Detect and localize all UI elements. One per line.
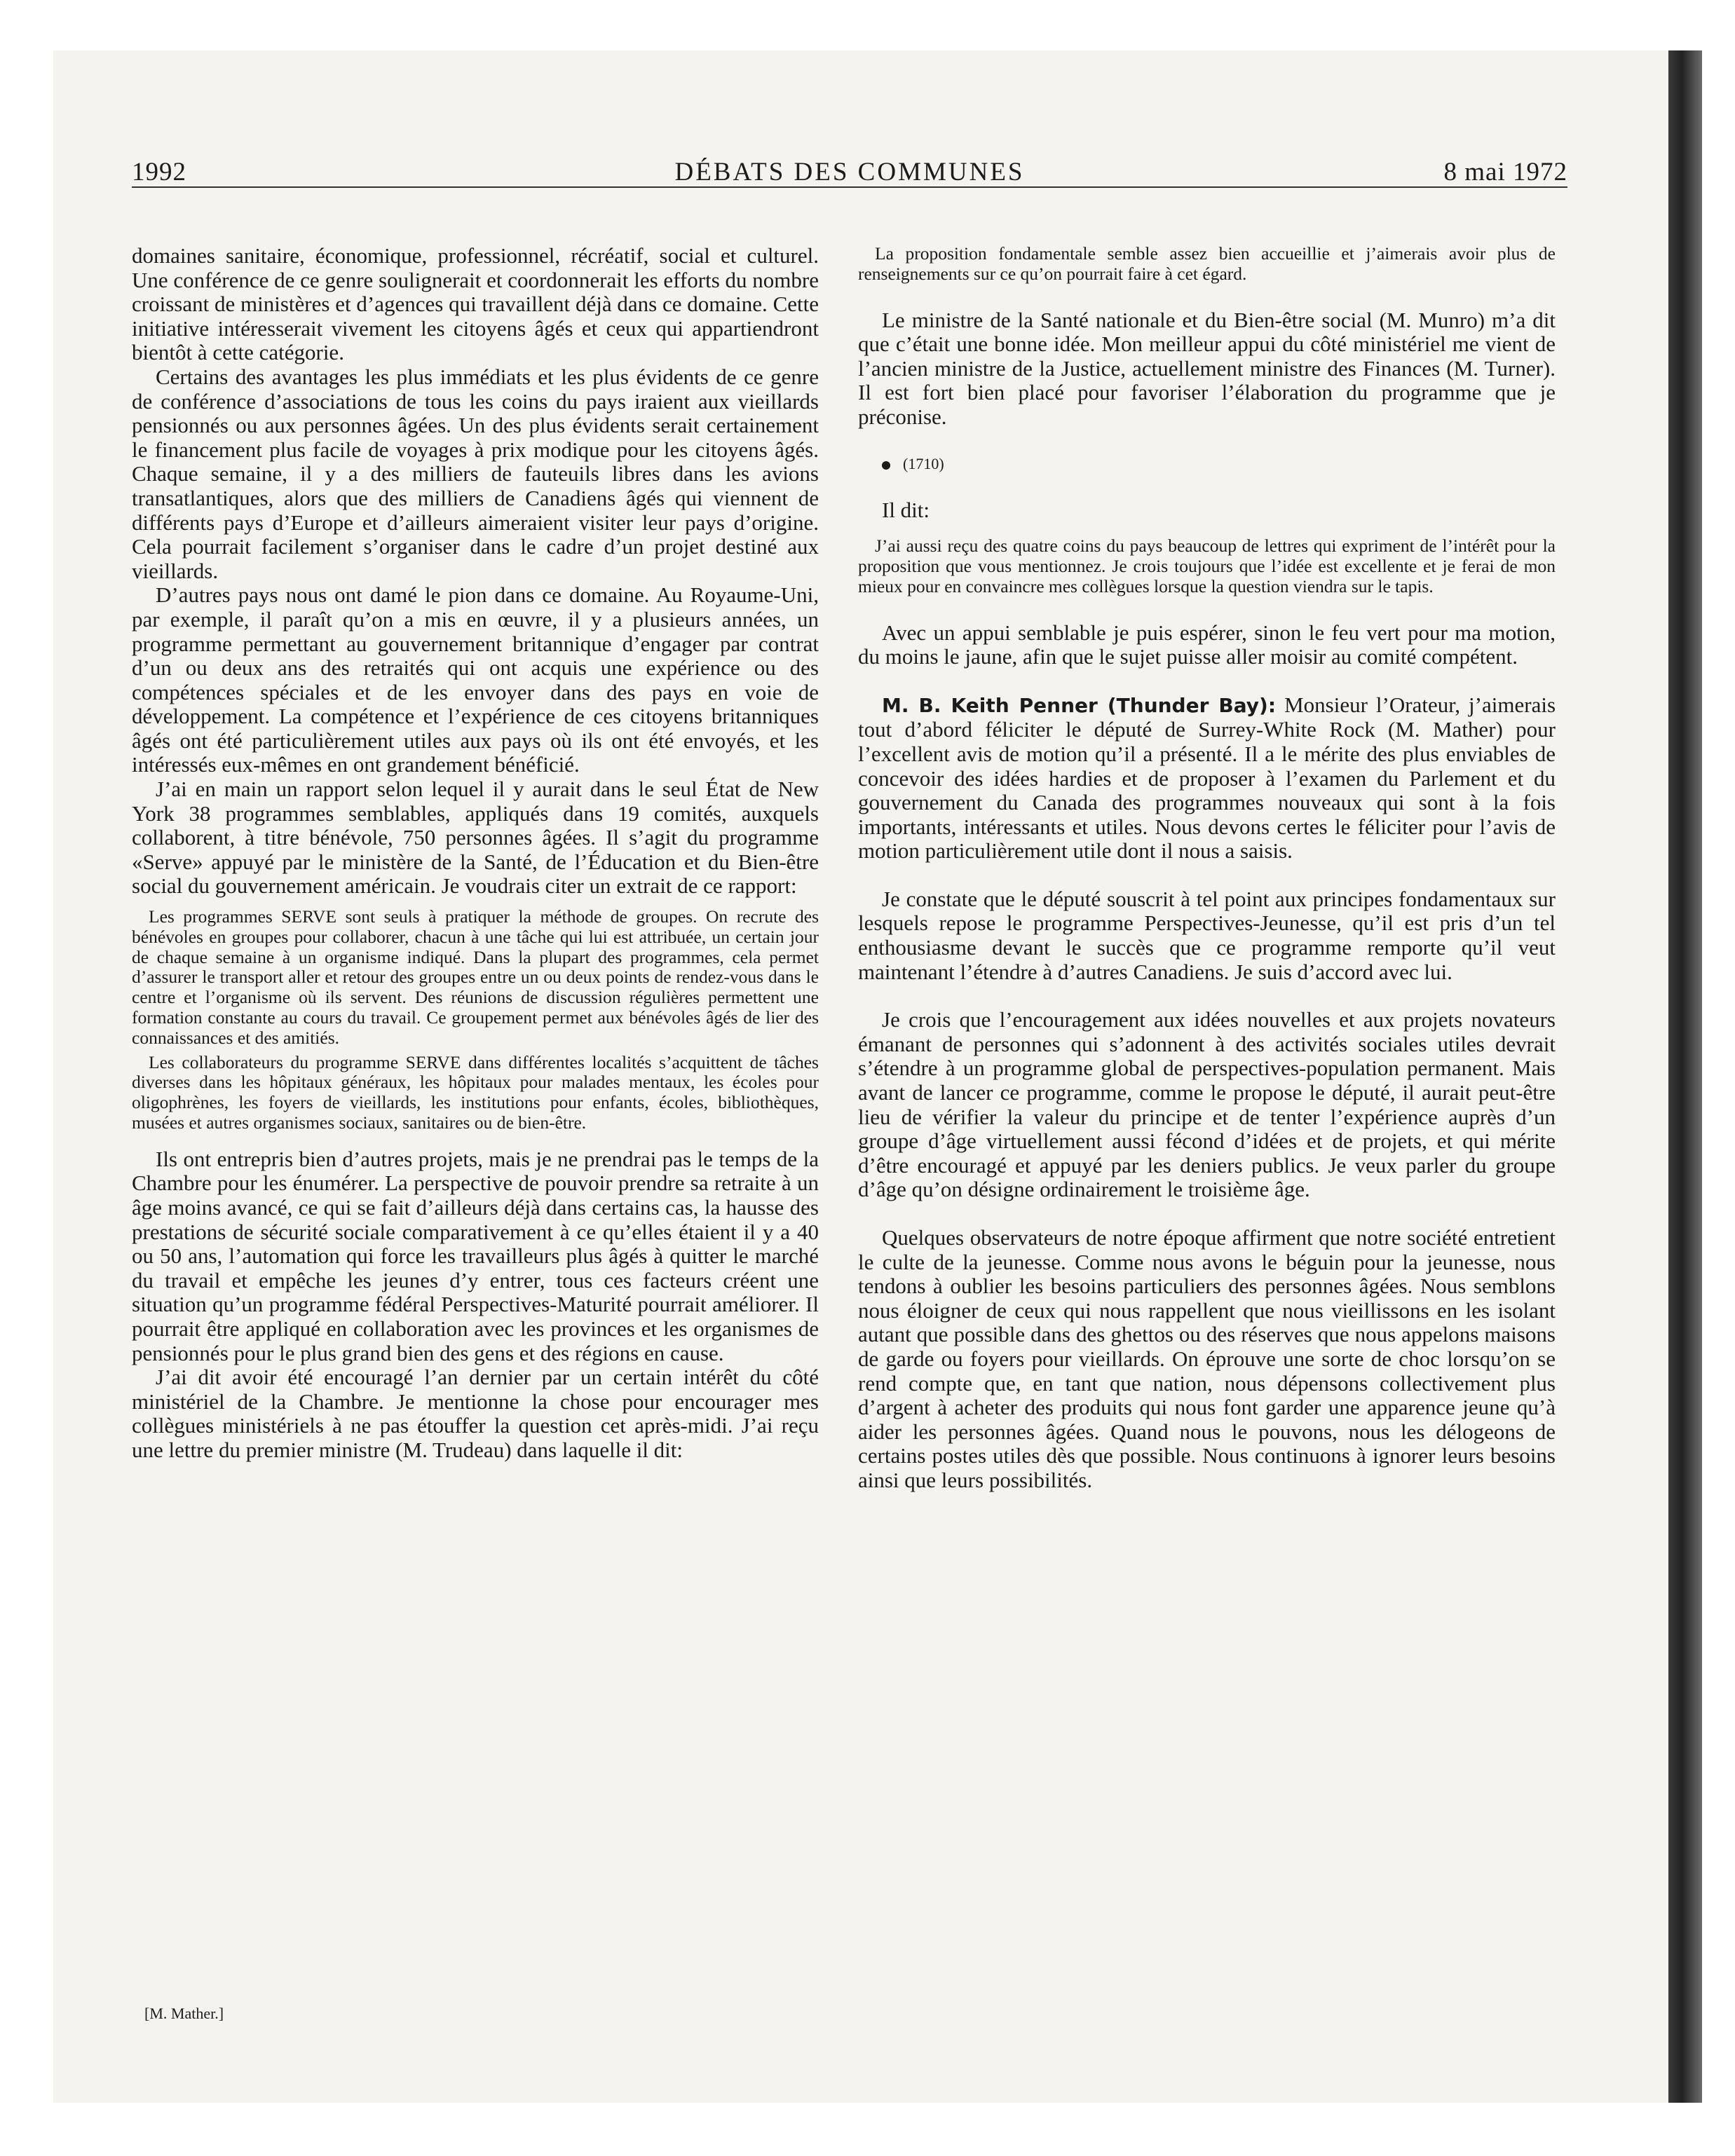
quoted-passage: Les programmes SERVE sont seuls à pratiquer la méthode de groupes. On recrute des bénévoles en groupes pour collaborer, chacun à une tâche qui lui est attribuée, un certain jour de chaque semaine à un organisme indiqué. Dans la plupart des programmes, cela permet d’assurer le transport aller et retour des groupes entre un ou deux points de rendez-vous dans le centre et l’organisme où ils servent. Des réunions de discussion régulières permettent une formation constante au cours du travail. Ce groupement permet aux bénévoles âgés de lier des connaissances et des amitiés. [132,906,819,1048]
header-rule [132,186,1567,188]
paragraph: Ils ont entrepris bien d’autres projets, mais je ne prendrai pas le temps de la Chambre pour les énumérer. La perspective de pouvoir prendre sa retraite à un âge moins avancé, ce qui se fait d’ailleurs déjà dans certains cas, la hausse des prestations de sécurité sociale comparativement à ce qu’elles étaient il y a 40 ou 50 ans, l’automation qui force les travailleurs plus âgés à quitter le marché du travail et empêche les jeunes d’y entrer, tous ces facteurs créent une situation qu’un programme fédéral Perspectives-Maturité pourrait améliorer. Il pourrait être appliqué en collaboration avec les provinces et les organismes de pensionnés pour le plus grand bien des gens et des régions en cause. [132,1146,819,1365]
paragraph: Avec un appui semblable je puis espérer, sinon le feu vert pour ma motion, du moins le jaune, afin que le sujet puisse aller moisir au comité compétent. [858,620,1556,669]
paragraph: Le ministre de la Santé nationale et du Bien-être social (M. Munro) m’a dit que c’était une bonne idée. Mon meilleur appui du côté ministériel me vient de l’ancien ministre de la Justice, actuellement ministre des Finances (M. Turner). Il est fort bien placé pour favoriser l’élaboration du programme que je préconise. [858,307,1556,429]
right-column [858,244,1556,1493]
paragraph: J’ai dit avoir été encouragé l’an dernier par un certain intérêt du côté ministériel de la Chambre. Je mentionne la chose pour encourager mes collègues ministériels à ne pas étouffer la question cet après-midi. J’ai reçu une lettre du premier ministre (M. Trudeau) dans laquelle il dit: [132,1365,819,1462]
paragraph: Certains des avantages les plus immédiats et les plus évidents de ce genre de conférence d’associations de tous les coins du pays iraient aux vieillards pensionnés ou aux personnes âgées. Un des plus évidents serait certainement le financement plus facile de voyages à prix modique pour les citoyens âgés. Chaque semaine, il y a des milliers de fauteuils libres dans les avions transatlantiques, alors que des milliers de Canadiens âgés qui viennent de différents pays d’Europe et d’ailleurs aimeraient visiter leur pays d’origine. Cela pourrait facilement s’organiser dans le cadre d’un projet destiné aux vieillards. [132,364,819,583]
time-marker-text: (1710) [903,454,944,472]
speech-text: Monsieur l’Orateur, j’aimerais tout d’abord féliciter le député de Surrey-White Rock (M. Mather) pour l’excellent avis de motion qu’il a présenté. Il a le mérite des plus enviables de concevoir des idées hardies et de proposer à l’examen du Parlement et du gouvernement du Canada des programmes nouveaux qui sont à la fois importants, intéressants et utiles. Nous devons certes le féliciter pour l’avis de motion particulièrement utile dont il nous a saisis. [858,692,1556,864]
publication-title: DÉBATS DES COMMUNES [674,158,1025,186]
left-column [132,244,819,1463]
quoted-passage: J’ai aussi reçu des quatre coins du pays beaucoup de lettres qui expriment de l’intérêt pour la proposition que vous mentionnez. Je crois toujours que l’idée est excellente et je ferai de mon mieux pour en convaincre mes collègues lorsque la question viendra sur le tapis. [858,535,1556,596]
page-binding-edge [1668,50,1702,2103]
paragraph: Je crois que l’encouragement aux idées nouvelles et aux projets novateurs émanant de personnes qui s’adonnent à des activités sociales utiles devrait s’étendre à un programme global de perspectives-population permanent. Mais avant de lancer ce programme, comme le propose le député, il aurait peut-être lieu de vérifier la valeur du principe et de tenter l’expérience auprès d’un groupe d’âge virtuellement aussi fécond d’idées et de projets, et qui mérite d’être encouragé et appuyé par les deniers publics. Je veux parler du groupe d’âge qu’on désigne ordinairement le troisième âge. [858,1007,1556,1202]
session-date: 8 mai 1972 [1443,158,1567,186]
paragraph: Quelques observateurs de notre époque affirment que notre société entretient le culte de la jeunesse. Comme nous avons le béguin pour la jeunesse, nous tendons à oublier les besoins particuliers des personnes âgées. Nous semblons nous éloigner de ceux qui nous rappellent que nous vieillissons en les isolant autant que possible dans des ghettos ou des réserves que nous appelons maisons de garde ou foyers pour vieillards. On éprouve une sorte de choc lorsqu’on se rend compte que, en tant que nation, nous dépensons collectivement plus d’argent à acheter des produits qui nous font garder une apparence jeune qu’à aider les personnes âgées. Quand nous le pouvons, nous les délogeons de certains postes utiles dès que possible. Nous continuons à ignorer leurs besoins ainsi que leurs possibilités. [858,1225,1556,1492]
quoted-passage: La proposition fondamentale semble assez bien accueillie et j’aimerais avoir plus de renseignements sur ce qu’on pourrait faire à cet égard. [858,243,1556,284]
speaker-name: M. B. Keith Penner (Thunder Bay): [882,693,1277,717]
paragraph: D’autres pays nous ont damé le pion dans ce domaine. Au Royaume-Uni, par exemple, il paraît qu’on a mis en œuvre, il y a plusieurs années, un programme permettant au gouvernement britannique d’engager par contrat d’un ou deux ans des retraités qui ont acquis une expérience ou des compétences spéciales et de les envoyer dans des pays en voie de développement. La compétence et l’expérience de ces citoyens britanniques âgés ont été particulièrement utiles aux pays où ils ont été envoyés, et les intéressés eux-mêmes en ont grandement bénéficié. [132,582,819,777]
paragraph: Je constate que le député souscrit à tel point aux principes fondamentaux sur lesquels repose le programme Perspectives-Jeunesse, qu’il est pris d’un tel enthousiasme devant le succès que ce programme remporte qu’il veut maintenant l’étendre à d’autres Canadiens. Je suis d’accord avec lui. [858,886,1556,984]
quoted-passage: Les collaborateurs du programme SERVE dans différentes localités s’acquittent de tâches diverses dans les hôpitaux généraux, les hôpitaux pour malades mentaux, les écoles pour oligophrènes, les foyers de vieillards, les institutions pour enfants, écoles, bibliothèques, musées et autres organismes sociaux, sanitaires ou de bien-être. [132,1051,819,1133]
paragraph: J’ai en main un rapport selon lequel il y aurait dans le seul État de New York 38 programmes semblables, appliqués dans 19 comités, auxquels collaborent, à titre bénévole, 750 personnes âgées. Il s’agit du programme «Serve» appuyé par le ministère de la Santé, de l’Éducation et du Bien-être social du gouvernement américain. Je voudrais citer un extrait de ce rapport: [132,777,819,899]
paragraph: Il dit: [882,497,930,522]
speaker-attribution: [M. Mather.] [144,2005,224,2022]
bullet-icon [882,461,890,470]
page-number: 1992 [132,158,186,186]
paragraph: domaines sanitaire, économique, professionnel, récréatif, social et culturel. Une conférence de ce genre soulignerait et coordonnerait les efforts du nombre croissant de ministères et d’agences qui travaillent déjà dans ce domaine. Cette initiative intéresserait vivement les citoyens âgés et ceux qui appartiendront bientôt à cette catégorie. [132,243,819,365]
speech-paragraph [858,693,1556,864]
time-marker [858,453,1556,475]
